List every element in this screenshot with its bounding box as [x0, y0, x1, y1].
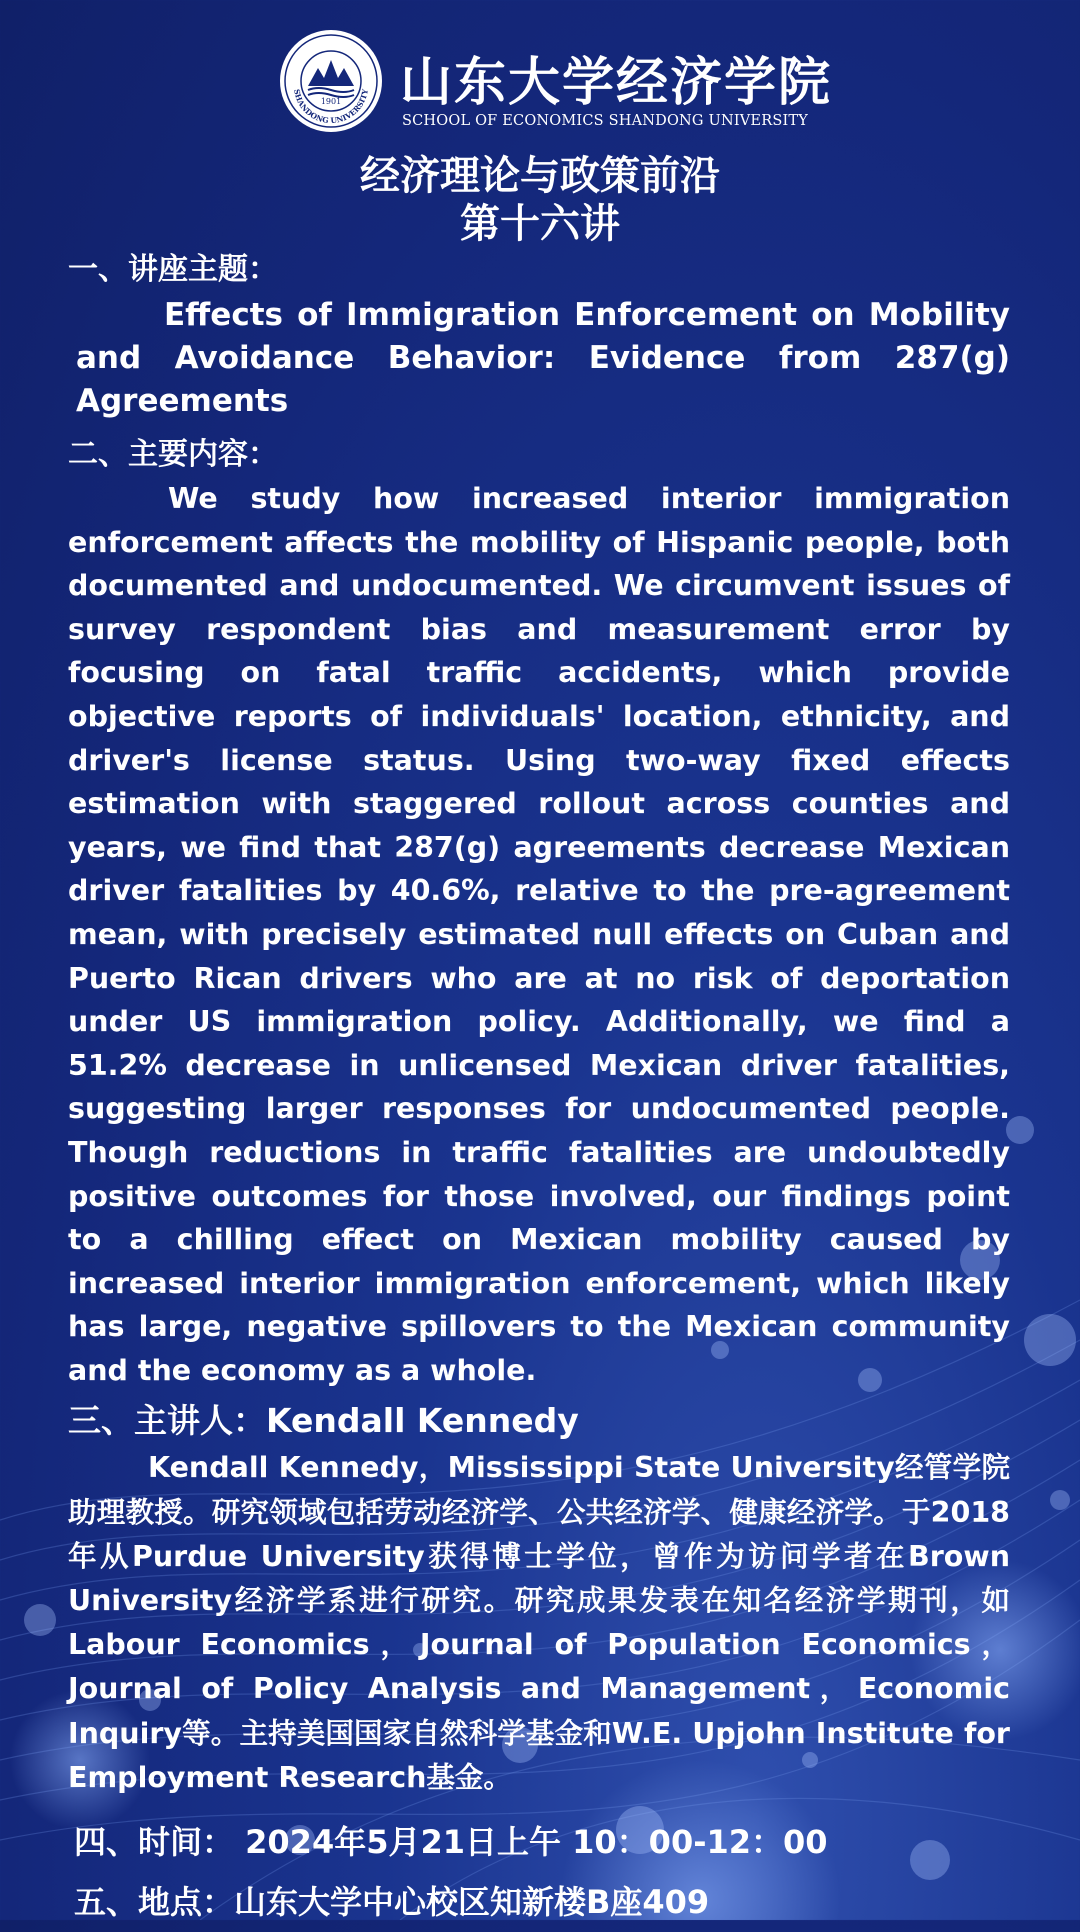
topic-heading: 一、讲座主题： — [68, 252, 278, 287]
topic-text: Effects of Immigration Enforcement on Mobility and Avoidance Behavior: Evidence from 287(g) Agreements — [76, 297, 1010, 419]
header — [0, 28, 1080, 140]
series-title — [0, 152, 1080, 248]
time-info: 四、时间： 2024年5月21日上午 10：00-12：00 — [74, 1823, 828, 1862]
shandong-university-seal-logo — [278, 28, 384, 134]
location-info: 五、地点：山东大学中心校区知新楼B座409 — [74, 1883, 710, 1922]
speaker-heading: 三、主讲人：Kendall Kennedy — [68, 1401, 579, 1441]
poster-content — [68, 248, 1010, 1932]
school-name-chinese: 山东大学经济学院 — [400, 52, 833, 113]
content-heading: 二、主要内容： — [68, 437, 278, 472]
seal-year: 1901 — [320, 97, 342, 106]
series-title-line1: 经济理论与政策前沿 — [360, 152, 720, 199]
abstract-text: We study how increased interior immigration enforcement affects the mobility of Hispanic people, both documented and undocumented. We circumvent issues of survey respondent bias and measurement error by focusing on fatal traffic accidents, which provide objective reports of individuals' location, ethnicity, and driver's license status. Using two-way fixed effects estimation with staggered rollout across counties and years, we find that 287(g) agreements decrease Mexican driver fatalities by 40.6%, relative to the pre-agreement mean, with precisely estimated null effects on Cuban and Puerto Rican drivers who are at no risk of deportation under US immigration policy. Additionally, we find a 51.2% decrease in unlicensed Mexican driver fatalities, suggesting larger responses for undocumented people. Though reductions in traffic fatalities are undoubtedly positive outcomes for those involved, our findings point to a chilling effect on Mexican mobility caused by increased interior immigration enforcement, which likely has large, negative spillovers to the Mexican community and the economy as a whole. — [68, 482, 1010, 1387]
school-name-english: SCHOOL OF ECONOMICS SHANDONG UNIVERSITY — [402, 113, 809, 129]
seal-text: SHANDONG UNIVERSITY — [292, 88, 370, 126]
series-title-line2: 第十六讲 — [460, 200, 620, 247]
speaker-bio: Kendall Kennedy，Mississippi State University经管学院助理教授。研究领域包括劳动经济学、公共经济学、健康经济学。于2018年从Purdue University获得博士学位，曾作为访问学者在Brown University经济学系进行研究。研究成果发表在知名经济学期刊，如Labour Economics，Journal of Population Economics，Journal of Policy Analysis and Management，Economic Inquiry等。主持美国国家自然科学基金和W.E. Upjohn Institute for Employment Research基金。 — [68, 1451, 1010, 1794]
